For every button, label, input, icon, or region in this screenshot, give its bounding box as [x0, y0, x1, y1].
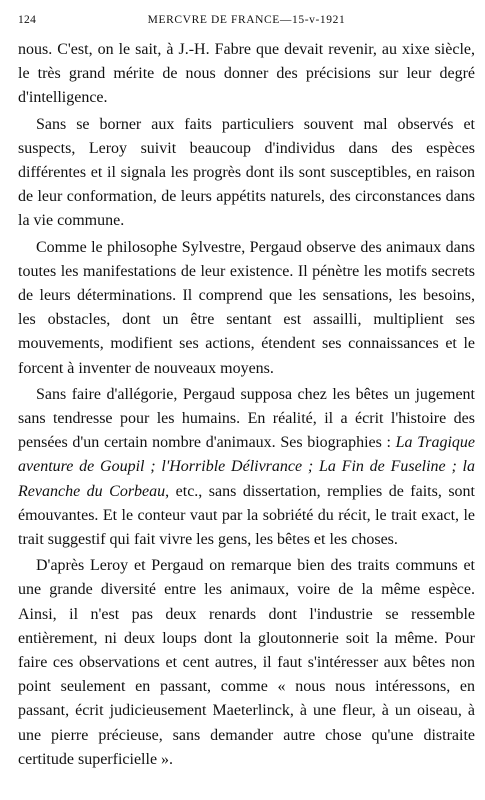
paragraph-3: Comme le philosophe Sylvestre, Pergaud observe des animaux dans toutes les manifestations de leur existence. Il pénètre les motifs secrets de leurs déterminations. Il comprend que les sensations, les besoins, les obstacles, dont un être sentant est assailli, multiplient ses mouvements, modifient ses actions, étendent ses connaissances et le forcent à inventer de nouveaux moyens.: [18, 238, 475, 377]
book-page: [18, 10, 475, 792]
paragraph-1: nous. C'est, on le sait, à J.-H. Fabre que devait revenir, au xixe siècle, le très grand mérite de nous donner des précisions sur leur degré d'intelligence.: [18, 41, 475, 107]
body-text: [18, 38, 475, 772]
paragraph-2: Sans se borner aux faits particuliers souvent mal observés et suspects, Leroy suivit beaucoup d'individus dans des espèces différentes et il signala les progrès dont ils sont susceptibles, en raison de leur conformation, de leurs appétits naturels, des circonstances dans la vie commune.: [18, 115, 475, 230]
paragraph-4-text-before: Sans faire d'allégorie, Pergaud supposa chez les bêtes un jugement sans tendresse pour les humains. En réalité, il a écrit l'histoire des pensées d'un certain nombre d'animaux. Ses biographies :: [18, 385, 475, 452]
journal-title: MERCVRE DE FRANCE—15-v-1921: [147, 14, 346, 26]
running-head: [18, 10, 475, 30]
paragraph-4-titles-italic: La Tragique aventure de Goupil ; l'Horrible Délivrance ; La Fin de Fuseline ; la Revanche du Corbeau: [18, 434, 476, 500]
paragraph-4: [18, 383, 475, 552]
page-number: 124: [18, 14, 37, 26]
paragraph-4-text-after: , etc., sans dissertation, remplies de faits, sont émouvantes. Et le conteur vaut par la sobriété du récit, le trait exact, le trait suggestif qui fait vivre les gens, les bêtes et les choses.: [18, 482, 475, 549]
paragraph-5: D'après Leroy et Pergaud on remarque bien des traits communs et une grande diversité entre les animaux, voire de la même espèce. Ainsi, il n'est pas deux renards dont l'industrie se ressemble entièrement, ni deux loups dont la gloutonnerie soit la même. Pour faire ces observations et cent autres, il faut s'intéresser aux bêtes non point seulement en passant, comme « nous nous intéressons, en passant, écrit judicieusement Maeterlinck, à une fleur, à un oiseau, à une pierre précieuse, sans demander autre chose qu'une distraite certitude superficielle ».: [18, 557, 475, 768]
